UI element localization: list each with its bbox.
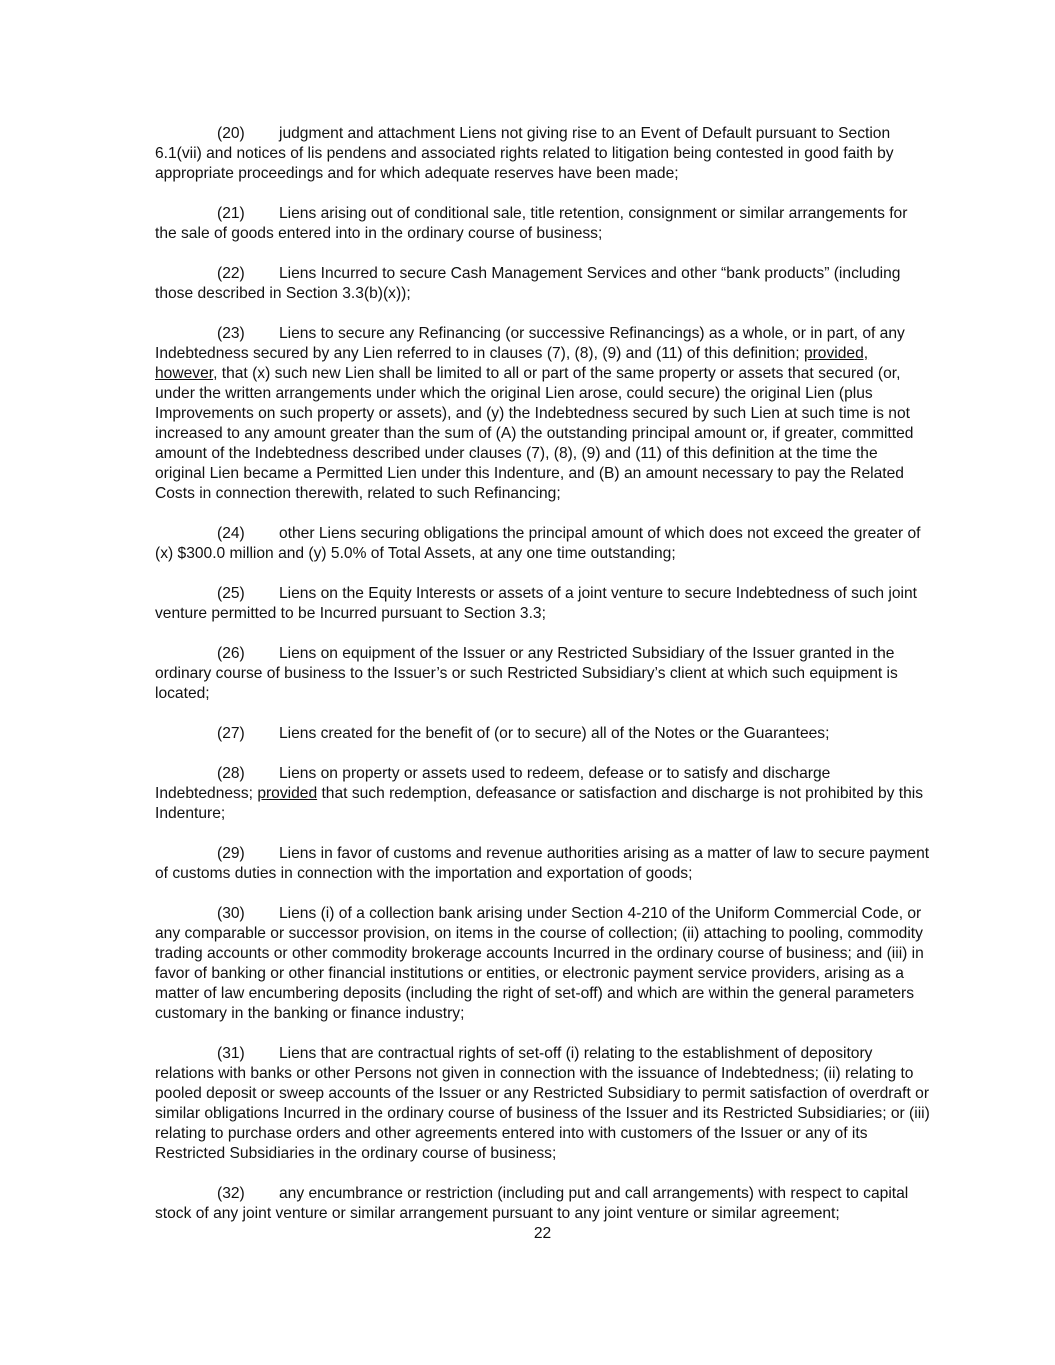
clause-number: (21) [217,205,245,222]
clause-text: Liens that are contractual rights of set-off (i) relating to the establishment of depository relations with banks or other Persons not given in connection with the issuance of Indebtedness; (ii) relating to pooled deposit or sweep accounts of the Issuer or any Restricted Subsidiary to permit satisfaction of overdraft or similar obligations Incurred in the ordinary course of business of the Issuer and its Restricted Subsidiaries; or (iii) relating to purchase orders and other agreements entered into with customers of the Issuer or any of its Restricted Subsidiaries in the ordinary course of business; [155,1045,930,1162]
clause-28 [155,764,930,824]
clause-number: (24) [217,525,245,542]
page-number: 22 [533,1225,552,1242]
clause-number: (20) [217,125,245,142]
clause-number: (30) [217,905,245,922]
clause-text-part-a: Liens to secure any Refinancing (or successive Refinancings) as a whole, or in part, of any Indebtedness secured by any Lien referred to in clauses (7), (8), (9) and (11) of this definition; [155,325,905,362]
clause-number: (25) [217,585,245,602]
clause-31 [155,1044,930,1164]
clause-29 [155,844,930,884]
clause-number: (23) [217,325,245,342]
clause-32 [155,1184,930,1224]
clause-text: other Liens securing obligations the principal amount of which does not exceed the greater of (x) $300.0 million and (y) 5.0% of Total Assets, at any one time outstanding; [155,525,921,562]
clause-text: judgment and attachment Liens not giving rise to an Event of Default pursuant to Section 6.1(vii) and notices of lis pendens and associated rights related to litigation being contested in good faith by appropriate proceedings and for which adequate reserves have been made; [155,125,894,182]
clause-number: (27) [217,725,245,742]
clause-26 [155,644,930,704]
clause-number: (22) [217,265,245,282]
document-body [155,124,930,1244]
clause-25 [155,584,930,624]
clause-text-part-b: , that (x) such new Lien shall be limited to all or part of the same property or assets that secured (or, under the written arrangements under which the original Lien arose, could secure) the original Lien (plus Improvements on such property or assets), and (y) the Indebtedness secured by such Lien at such time is not increased to any amount greater than the sum of (A) the outstanding principal amount or, if greater, committed amount of the Indebtedness described under clauses (7), (8), (9) and (11) of this definition at the time the original Lien became a Permitted Lien under this Indenture, and (B) an amount necessary to pay the Related Costs in connection therewith, related to such Refinancing; [155,365,914,502]
clause-30 [155,904,930,1024]
provided-however-underlined: provided, however [155,345,869,382]
clause-text: Liens (i) of a collection bank arising under Section 4-210 of the Uniform Commercial Code, or any comparable or successor provision, on items in the course of collection; (ii) attaching to pooling, commodity trading accounts or other commodity brokerage accounts Incurred in the ordinary course of business; and (iii) in favor of banking or other financial institutions or entities, or electronic payment service providers, arising as a matter of law encumbering deposits (including the right of set-off) and which are within the general parameters customary in the banking or finance industry; [155,905,924,1022]
clause-24 [155,524,930,564]
clause-text: Liens arising out of conditional sale, title retention, consignment or similar arrangements for the sale of goods entered into in the ordinary course of business; [155,205,908,242]
provided-underlined: provided [257,785,318,802]
clause-27 [155,724,930,744]
clause-22 [155,264,930,304]
clause-number: (32) [217,1185,245,1202]
clause-23 [155,324,930,504]
clause-text: Liens created for the benefit of (or to secure) all of the Notes or the Guarantees; [279,725,830,742]
clause-text: any encumbrance or restriction (including put and call arrangements) with respect to capital stock of any joint venture or similar arrangement pursuant to any joint venture or similar agreement; [155,1185,909,1222]
clause-number: (31) [217,1045,245,1062]
clause-20 [155,124,930,184]
clause-text: Liens on equipment of the Issuer or any Restricted Subsidiary of the Issuer granted in the ordinary course of business to the Issuer’s or such Restricted Subsidiary’s client at which such equipment is located; [155,645,898,702]
clause-text-part-a: Liens on property or assets used to redeem, defease or to satisfy and discharge Indebtedness; [155,765,831,802]
clause-text: Liens Incurred to secure Cash Management Services and other “bank products” (including those described in Section 3.3(b)(x)); [155,265,901,302]
clause-text: Liens on the Equity Interests or assets of a joint venture to secure Indebtedness of such joint venture permitted to be Incurred pursuant to Section 3.3; [155,585,917,622]
clause-text: Liens in favor of customs and revenue authorities arising as a matter of law to secure payment of customs duties in connection with the importation and exportation of goods; [155,845,930,882]
clause-number: (26) [217,645,245,662]
clause-number: (28) [217,765,245,782]
clause-text-part-b: that such redemption, defeasance or satisfaction and discharge is not prohibited by this Indenture; [155,785,924,822]
clause-21 [155,204,930,244]
clause-number: (29) [217,845,245,862]
